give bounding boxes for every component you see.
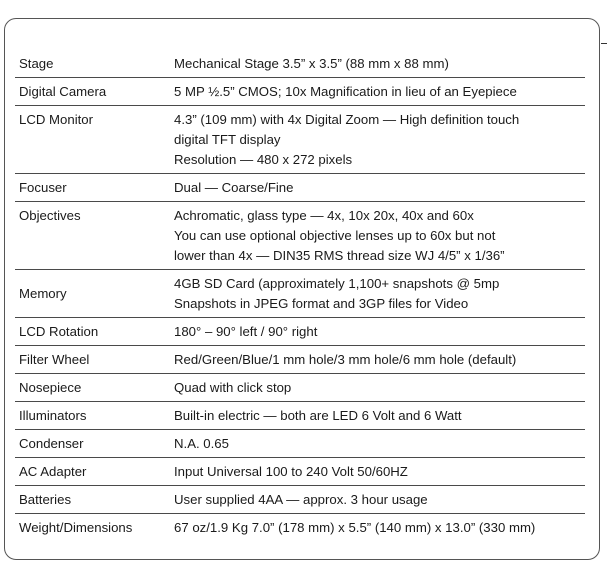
table-row [15, 106, 585, 174]
table-row [15, 346, 585, 374]
spec-label: Illuminators [19, 408, 87, 423]
spec-value-line: You can use optional objective lenses up to 60x but not [174, 228, 496, 243]
spec-value-line: 5 MP ½.5” CMOS; 10x Magnification in lieu of an Eyepiece [174, 84, 517, 99]
spec-value [171, 430, 585, 458]
specifications-table [15, 50, 585, 541]
table-row [15, 514, 585, 542]
spec-value [171, 346, 585, 374]
spec-label: Batteries [19, 492, 72, 507]
spec-value-line: Dual — Coarse/Fine [174, 180, 294, 195]
spec-value [171, 50, 585, 78]
spec-value [171, 106, 585, 174]
spec-label: LCD Monitor [19, 112, 94, 127]
spec-value-line: digital TFT display [174, 132, 281, 147]
spec-label: AC Adapter [19, 464, 87, 479]
spec-value [171, 458, 585, 486]
spec-label: Condenser [19, 436, 84, 451]
spec-value-line: 180° – 90° left / 90° right [174, 324, 318, 339]
spec-value-line: User supplied 4AA — approx. 3 hour usage [174, 492, 428, 507]
table-row [15, 318, 585, 346]
table-row [15, 270, 585, 318]
spec-value-line: Mechanical Stage 3.5” x 3.5” (88 mm x 88 mm) [174, 56, 449, 71]
spec-value [171, 270, 585, 318]
spec-value [171, 402, 585, 430]
table-row [15, 174, 585, 202]
spec-value-line: Quad with click stop [174, 380, 292, 395]
spec-value-line: Achromatic, glass type — 4x, 10x 20x, 40x and 60x [174, 208, 474, 223]
spec-value [171, 174, 585, 202]
table-row [15, 458, 585, 486]
spec-value-line: Snapshots in JPEG format and 3GP files for Video [174, 296, 469, 311]
spec-value-line: Resolution — 480 x 272 pixels [174, 152, 353, 167]
table-row [15, 430, 585, 458]
spec-value-line: 4.3” (109 mm) with 4x Digital Zoom — High definition touch [174, 112, 520, 127]
spec-label: Memory [19, 286, 67, 301]
table-row [15, 374, 585, 402]
spec-value [171, 514, 585, 542]
spec-value-line: 67 oz/1.9 Kg 7.0” (178 mm) x 5.5” (140 mm) x 13.0” (330 mm) [174, 520, 536, 535]
spec-value [171, 202, 585, 270]
corner-mark [601, 43, 607, 44]
spec-label: Focuser [19, 180, 67, 195]
table-row [15, 402, 585, 430]
spec-value-line: lower than 4x — DIN35 RMS thread size WJ 4/5” x 1/36” [174, 248, 505, 263]
spec-label: Nosepiece [19, 380, 82, 395]
spec-value [171, 486, 585, 514]
spec-value [171, 374, 585, 402]
spec-value [171, 318, 585, 346]
table-row [15, 78, 585, 106]
table-row [15, 202, 585, 270]
spec-label: Objectives [19, 208, 81, 223]
spec-value-line: 4GB SD Card (approximately 1,100+ snapshots @ 5mp [174, 276, 500, 291]
spec-value-line: Built-in electric — both are LED 6 Volt and 6 Watt [174, 408, 462, 423]
spec-value-line: Red/Green/Blue/1 mm hole/3 mm hole/6 mm hole (default) [174, 352, 517, 367]
spec-value-line: Input Universal 100 to 240 Volt 50/60HZ [174, 464, 408, 479]
spec-label: LCD Rotation [19, 324, 99, 339]
spec-label: Weight/Dimensions [19, 520, 133, 535]
spec-value-line: N.A. 0.65 [174, 436, 229, 451]
spec-label: Digital Camera [19, 84, 107, 99]
spec-label: Filter Wheel [19, 352, 90, 367]
spec-label: Stage [19, 56, 54, 71]
table-row [15, 50, 585, 78]
spec-value [171, 78, 585, 106]
table-row [15, 486, 585, 514]
